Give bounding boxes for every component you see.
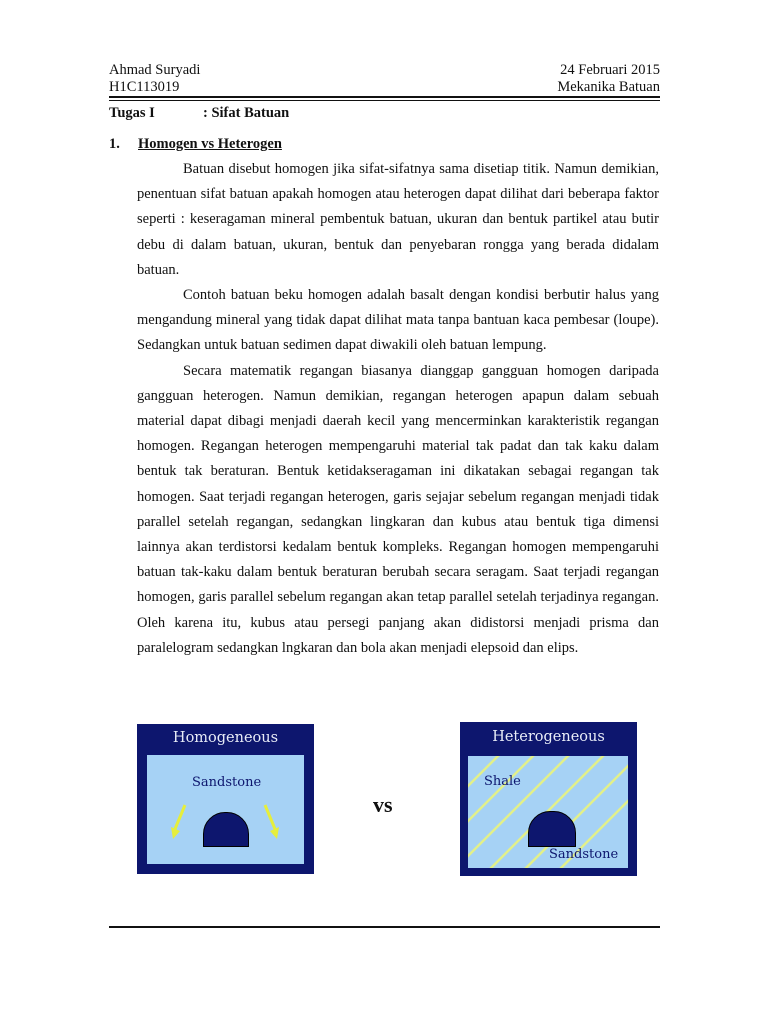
paragraph: Batuan disebut homogen jika sifat-sifatnya sama disetiap titik. Namun demikian, penentuan sifat batuan apakah homogen atau heterogen dapat dilihat dari beberapa faktor seperti : keseragaman mineral pembentuk batuan, ukuran dan bentuk partikel atau butir debu di dalam batuan, ukuran, bentuk dan penyebaran rongga yang berada didalam batuan.	[137, 161, 659, 278]
task-label: Tugas I	[109, 105, 155, 121]
header-divider-thin	[109, 100, 660, 101]
document-date: 24 Februari 2015	[560, 62, 660, 78]
tunnel-opening-shape	[528, 811, 576, 847]
tunnel-opening-shape	[203, 812, 249, 847]
document-page	[109, 0, 660, 1024]
paragraph: Contoh batuan beku homogen adalah basalt dengan kondisi berbutir halus yang mengandung mineral yang tidak dapat dilihat mata tanpa bantuan kaca pembesar (loupe). Sedangkan untuk batuan sedimen dapat diwakili oleh batuan lempung.	[137, 287, 659, 354]
sandstone-label: Sandstone	[192, 775, 262, 790]
shale-label: Shale	[484, 774, 521, 789]
author-name: Ahmad Suryadi	[109, 62, 201, 78]
section-number: 1.	[109, 136, 120, 152]
header-divider	[109, 96, 660, 98]
task-value: : Sifat Batuan	[203, 105, 290, 121]
paragraph: Secara matematik regangan biasanya dianggap gangguan homogen daripada gangguan heterogen. Namun demikian, regangan heterogen apapun dalam sebuah material dapat dibagi menjadi daerah kecil yang mencerminkan karakteristik regangan homogen. Regangan heterogen mempengaruhi material tak padat dan tak kaku dalam bentuk tak beraturan. Bentuk ketidakseragaman ini dikatakan sebagai regangan tak homogen. Saat terjadi regangan heterogen, garis sejajar sebelum regangan menjadi tidak parallel setelah regangan, sedangkan lingkaran dan kubus atau bentuk tiga dimensi lainnya akan terdistorsi kedalam bentuk kompleks. Regangan homogen mempengaruhi batuan tak-kaku dalam bentuk beraturan berubah secara seragam. Saat terjadi regangan homogen, garis parallel sebelum regangan akan tetap parallel setelah terjadinya regangan. Oleh karena itu, kubus atau persegi panjang akan didistorsi menjadi prisma dan paralelogram sedangkan lngkaran dan bola akan menjadi elepsoid dan elips.	[137, 362, 659, 656]
homogeneous-figure	[137, 724, 314, 874]
versus-label: vs	[373, 792, 393, 817]
heterogeneous-title: Heterogeneous	[492, 729, 605, 745]
homogeneous-rock-body	[147, 755, 304, 864]
footer-divider	[109, 926, 660, 928]
section-title: Homogen vs Heterogen	[138, 136, 282, 152]
heterogeneous-figure	[460, 722, 637, 876]
student-id: H1C113019	[109, 79, 180, 95]
heterogeneous-rock-body	[468, 756, 628, 868]
stress-arrows-icon	[147, 755, 304, 864]
body-text	[137, 157, 659, 661]
sandstone-label: Sandstone	[549, 847, 619, 862]
homogeneous-title: Homogeneous	[172, 730, 279, 746]
course-name: Mekanika Batuan	[557, 79, 660, 95]
